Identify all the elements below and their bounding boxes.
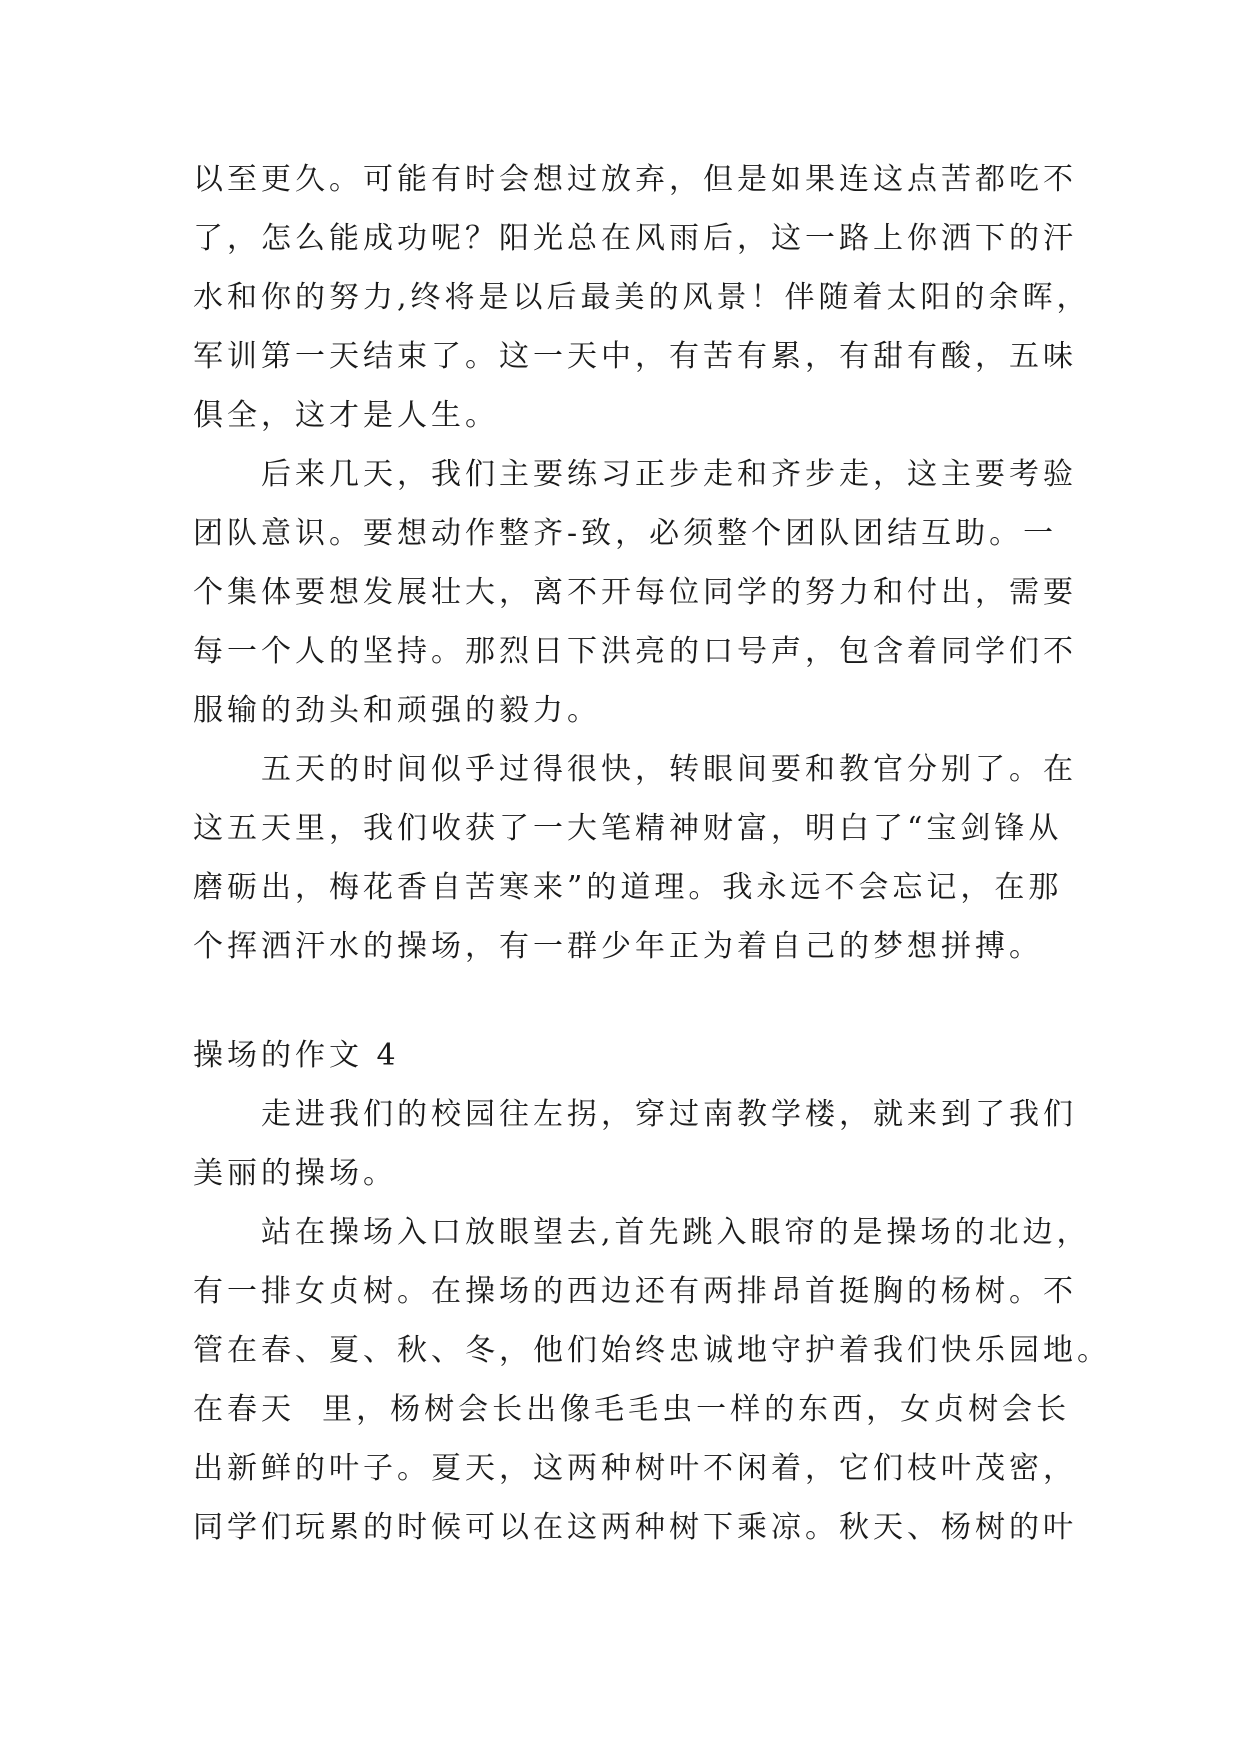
text-line: 管在春、夏、秋、冬，他们始终忠诚地守护着我们快乐园地。: [193, 1333, 1111, 1368]
text-line: 水和你的努力,终将是以后最美的风景！伴随着太阳的余晖，: [193, 280, 1091, 315]
text-line: 有一排女贞树。在操场的西边还有两排昂首挺胸的杨树。不: [193, 1274, 1077, 1309]
text-line: 服输的劲头和顽强的毅力。: [193, 693, 601, 728]
text-line: 在春天 里，杨树会长出像毛毛虫一样的东西，女贞树会长: [193, 1392, 1071, 1427]
text-line: 团队意识。要想动作整齐-致，必须整个团队团结互助。一: [193, 516, 1058, 551]
text-line: 以至更久。可能有时会想过放弃，但是如果连这点苦都吃不: [193, 162, 1077, 197]
text-line: 五天的时间似乎过得很快，转眼间要和教官分别了。在: [193, 752, 1077, 787]
text-line: 俱全，这才是人生。: [193, 398, 499, 433]
text-line: 个挥洒汗水的操场，有一群少年正为着自己的梦想拼搏。: [193, 929, 1043, 964]
text-line: 走进我们的校园往左拐，穿过南教学楼，就来到了我们: [193, 1097, 1077, 1132]
text-line: 站在操场入口放眼望去,首先跳入眼帘的是操场的北边，: [193, 1215, 1091, 1250]
text-line: 这五天里，我们收获了一大笔精神财富，明白了“宝剑锋从: [193, 811, 1063, 846]
text-line: 军训第一天结束了。这一天中，有苦有累，有甜有酸，五味: [193, 339, 1077, 374]
text-line: 同学们玩累的时候可以在这两种树下乘凉。秋天、杨树的叶: [193, 1510, 1077, 1545]
text-line: 了，怎么能成功呢？阳光总在风雨后，这一路上你洒下的汗: [193, 221, 1077, 256]
text-line: 个集体要想发展壮大，离不开每位同学的努力和付出，需要: [193, 575, 1077, 610]
text-line: 出新鲜的叶子。夏天，这两种树叶不闲着，它们枝叶茂密，: [193, 1451, 1077, 1486]
text-line: 每一个人的坚持。那烈日下洪亮的口号声，包含着同学们不: [193, 634, 1077, 669]
text-line: 后来几天，我们主要练习正步走和齐步走，这主要考验: [193, 457, 1077, 492]
section-heading: 操场的作文 4: [193, 1038, 400, 1073]
text-line: 美丽的操场。: [193, 1156, 397, 1191]
text-line: 磨砺出，梅花香自苦寒来”的道理。我永远不会忘记，在那: [193, 870, 1063, 905]
